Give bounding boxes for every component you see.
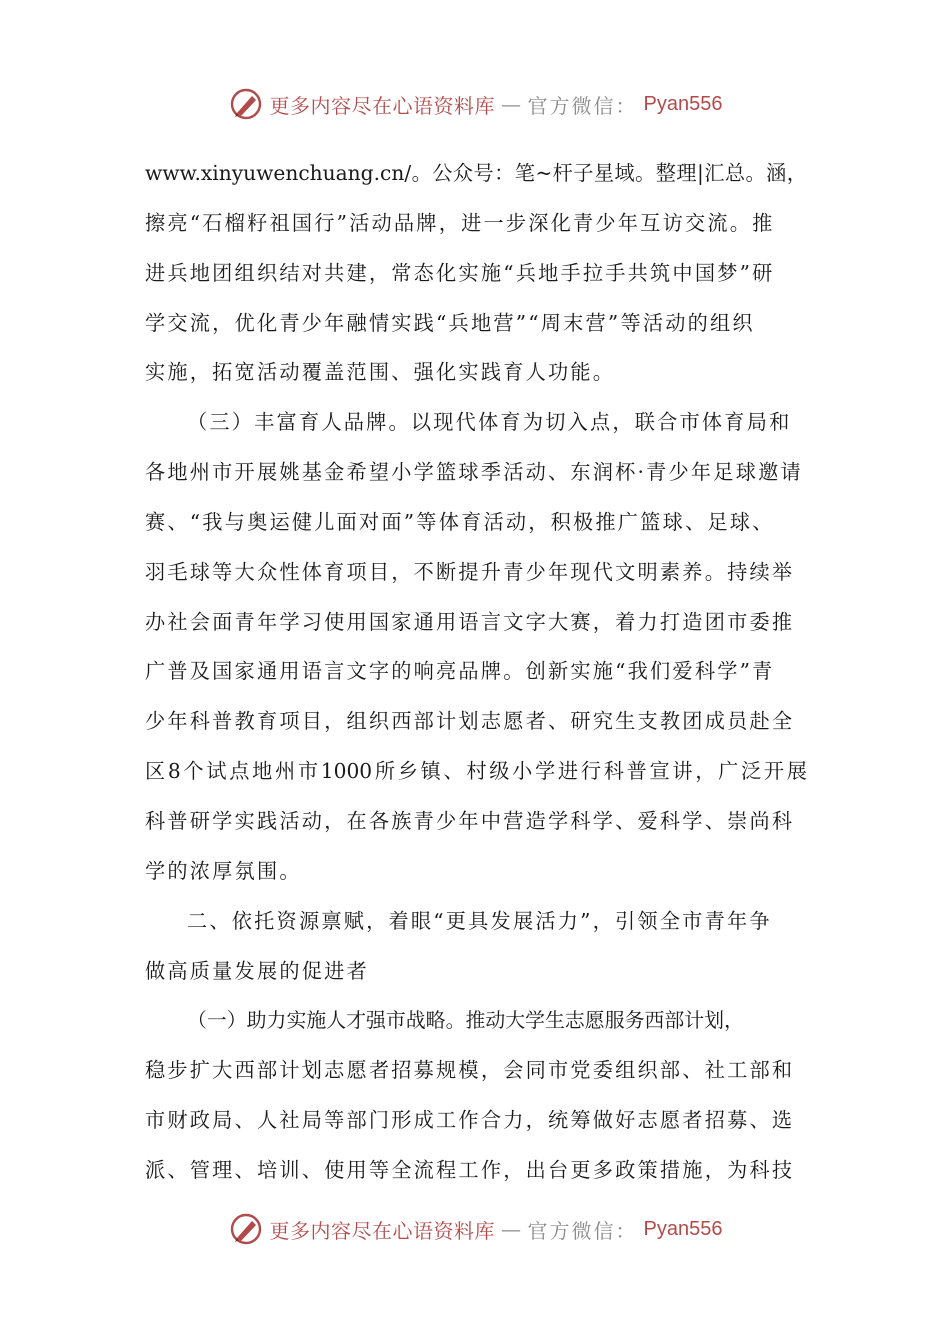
text-line: 少年科普教育项目，组织西部计划志愿者、研究生支教团成员赴全: [145, 709, 795, 734]
text-line: 稳步扩大西部计划志愿者招募规模，会同市党委组织部、社工部和: [145, 1058, 795, 1083]
text-line: www.xinyuwenchuang.cn/。公众号：笔~杆子星域。整理|汇总。涵，: [145, 161, 807, 185]
text-line: 做高质量发展的促进者: [145, 958, 369, 983]
banner-dash: —: [501, 1217, 522, 1241]
text-line: 实施，拓宽活动覆盖范围、强化实践育人功能。: [145, 360, 616, 385]
pen-logo-icon: [228, 86, 264, 122]
banner-title: 更多内容尽在心语资料库: [269, 93, 496, 118]
text-line: （一）助力实施人才强市战略。推动大学生志愿服务西部计划，: [187, 1009, 744, 1033]
text-line: 各地州市开展姚基金希望小学篮球季活动、东润杯·青少年足球邀请: [145, 460, 803, 485]
banner-title: 更多内容尽在心语资料库: [269, 1218, 496, 1243]
text-line: 进兵地团组织结对共建，常态化实施“兵地手拉手共筑中国梦”研: [145, 260, 775, 285]
pen-logo-icon: [228, 1211, 264, 1247]
banner-dash: —: [501, 92, 522, 116]
text-line: 办社会面青年学习使用国家通用语言文字大赛，着力打造团市委推: [145, 609, 795, 634]
text-line: 羽毛球等大众性体育项目，不断提升青少年现代文明素养。持续举: [145, 559, 795, 584]
banner-wechat-id: Pyan556: [643, 92, 723, 115]
text-line: （三）丰富育人品牌。以现代体育为切入点，联合市体育局和: [187, 410, 792, 435]
text-line: 学的浓厚氛围。: [145, 858, 302, 883]
banner-wechat-id: Pyan556: [643, 1217, 723, 1240]
text-line: 区8个试点地州市1000所乡镇、村级小学进行科普宣讲，广泛开展: [145, 759, 807, 784]
text-line: 市财政局、人社局等部门形成工作合力，统筹做好志愿者招募、选: [145, 1108, 795, 1133]
document-body: [145, 149, 807, 1196]
text-line: 派、管理、培训、使用等全流程工作，出台更多政策措施，为科技: [145, 1157, 795, 1182]
text-line: 赛、“我与奥运健儿面对面”等体育活动，积极推广篮球、足球、: [145, 509, 775, 534]
text-line: 擦亮“石榴籽祖国行”活动品牌，进一步深化青少年互访交流。推: [145, 210, 775, 235]
text-line: 学交流，优化青少年融情实践“兵地营”“周末营”等活动的组织: [145, 310, 755, 335]
text-line: 科普研学实践活动，在各族青少年中营造学科学、爱科学、崇尚科: [145, 808, 795, 833]
text-line: 二、依托资源禀赋，着眼“更具发展活力”，引领全市青年争: [187, 908, 772, 933]
banner-wechat-label: 官方微信：: [527, 93, 638, 118]
header-watermark-banner: [0, 84, 950, 124]
banner-wechat-label: 官方微信：: [527, 1218, 638, 1243]
text-line: 广普及国家通用语言文字的响亮品牌。创新实施“我们爱科学”青: [145, 659, 775, 684]
footer-watermark-banner: [0, 1209, 950, 1249]
